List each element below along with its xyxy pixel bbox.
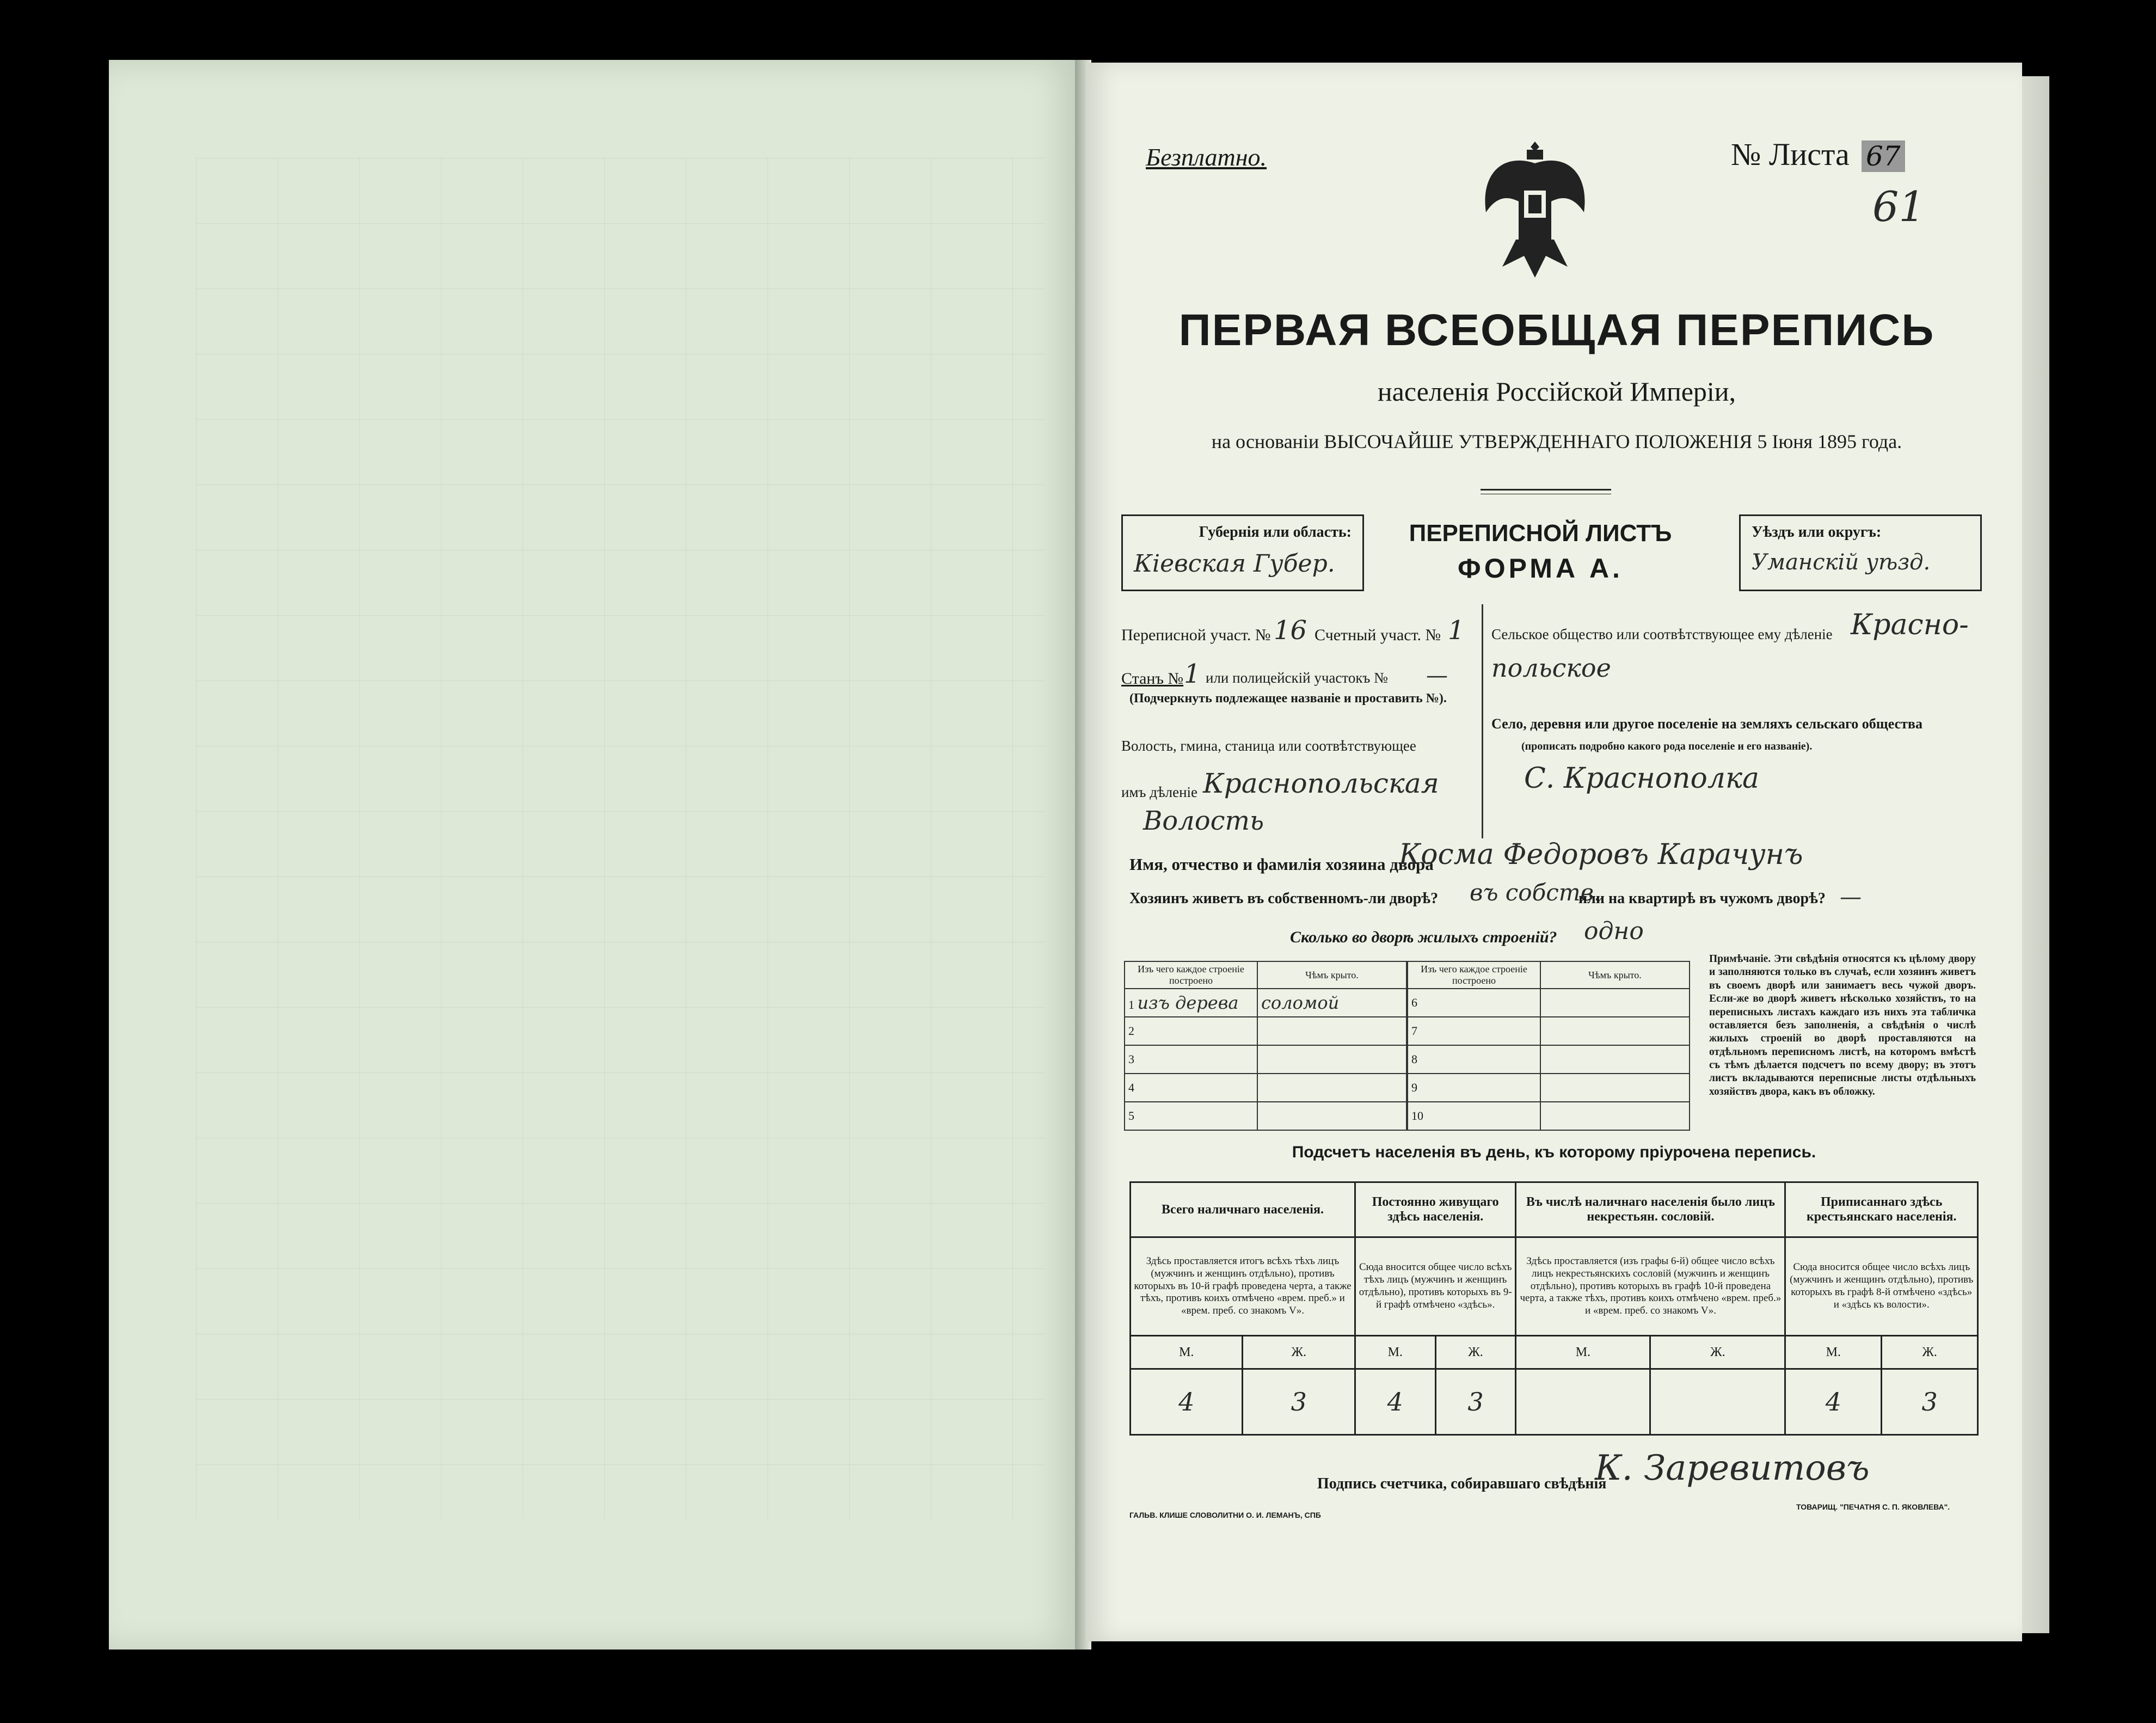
building-material: изъ дерева — [1137, 992, 1239, 1013]
totals-heading: Подсчетъ населенія въ день, къ которому пріурочена перепись. — [1292, 1143, 1816, 1161]
village-note: (прописать подробно какого рода поселеніе и его названіе). — [1521, 740, 1813, 752]
totals-col-head: Приписаннаго здѣсь крестьянскаго населенія. — [1785, 1182, 1978, 1237]
signature-label: Подпись счетчика, собиравшаго свѣдѣнія — [1317, 1475, 1607, 1492]
table-row — [1408, 1017, 1690, 1045]
census-district-label: Переписной участ. № — [1121, 626, 1271, 644]
uezd-box — [1739, 514, 1982, 591]
gubernia-value: Кіевская Губер. — [1134, 550, 1335, 578]
buildings-col-material: Изъ чего каждое строеніе построено — [1408, 961, 1540, 989]
printer-left: ГАЛЬВ. КЛИШЕ СЛОВОЛИТНИ О. И. ЛЕМАНЪ, СПБ — [1129, 1511, 1321, 1519]
volost-label: Волость, гмина, станица или соотвѣтствующее — [1121, 738, 1416, 754]
totals-col-desc: Сюда вносится общее число всѣхъ лицъ (мужчинъ и женщинъ отдѣльно), противъ которыхъ въ графѣ 8-й отмѣчено «здѣсь» и «здѣсь къ волости». — [1785, 1237, 1978, 1336]
rural-society-value-2: польское — [1491, 653, 1611, 683]
table-row — [1125, 1074, 1406, 1102]
buildings-table-right — [1407, 961, 1690, 1131]
row-number: 2 — [1125, 1017, 1257, 1045]
gubernia-box — [1121, 514, 1364, 591]
ornament-divider — [1481, 489, 1611, 494]
row-number: 3 — [1125, 1045, 1257, 1074]
subtitle-population: населенія Россійской Имперіи, — [1377, 376, 1736, 407]
rents-value: — — [1840, 885, 1862, 910]
table-row — [1408, 1102, 1690, 1130]
stan-value: 1 — [1184, 659, 1201, 689]
uezd-value: Уманскій уѣзд. — [1752, 550, 1931, 575]
totals-col-head: Въ числѣ наличнаго населенія было лицъ некрестьян. сословій. — [1516, 1182, 1785, 1237]
buildings-note: Примѣчаніе. Эти свѣдѣнія относятся къ цѣлому двору и заполняются только въ случаѣ, если хозяинъ живетъ въ своемъ дворѣ или занимаетъ весь чужой дворъ. Если-же во дворѣ живетъ нѣсколько хозяйствъ, то на переписныхъ листахъ каждаго изъ нихъ эта табличка оставляется безъ заполненія, а свѣдѣнія о числѣ жилыхъ строеній во дворѣ проставляются на отдѣльномъ переписномъ листѣ, на которомъ вмѣстѣ съ тѣмъ дѣлается подсчетъ по всему двору; въ этотъ листъ вкладываются переписные листы отдѣльныхъ хозяйствъ двора, какъ въ обложку. — [1709, 953, 1976, 1097]
imperial-eagle-emblem — [1470, 131, 1600, 283]
row-number: 1 — [1128, 998, 1134, 1011]
registered-peasant-female: 3 — [1882, 1369, 1978, 1435]
table-row — [1125, 989, 1406, 1017]
non-peasant-male — [1516, 1369, 1650, 1435]
buildings-count-value: одно — [1584, 917, 1644, 945]
buildings-col-material: Изъ чего каждое строеніе построено — [1125, 961, 1257, 989]
row-number: 4 — [1125, 1074, 1257, 1102]
volost-label-2: имъ дѣленіе — [1121, 784, 1198, 800]
owns-yard-label: Хозяинъ живетъ въ собственномъ-ли дворѣ? — [1129, 890, 1439, 907]
buildings-col-roof: Чѣмъ крыто. — [1257, 961, 1406, 989]
field-divider — [1482, 604, 1483, 838]
table-row — [1408, 1045, 1690, 1074]
table-row — [1408, 1074, 1690, 1102]
male-label: М. — [1131, 1336, 1243, 1369]
totals-col-head: Постоянно живущаго здѣсь населенія. — [1355, 1182, 1515, 1237]
sheet-number-label: № Листа — [1731, 137, 1850, 172]
totals-col-desc: Сюда вносится общее число всѣхъ тѣхъ лицъ (мужчинъ и женщинъ отдѣльно), противъ которыхъ въ 9-й графѣ отмѣчено «здѣсь». — [1355, 1237, 1515, 1336]
stan-label: Станъ № — [1121, 670, 1184, 688]
count-district-label: Счетный участ. № — [1315, 626, 1441, 644]
page-title: ПЕРВАЯ ВСЕОБЩАЯ ПЕРЕПИСЬ — [1178, 305, 1935, 355]
left-page-bleed-through-grid — [196, 158, 1045, 1519]
total-present-female: 3 — [1243, 1369, 1355, 1435]
village-label: Село, деревня или другое поселеніе на земляхъ сельскаго общества — [1491, 716, 1922, 732]
row-number: 7 — [1408, 1017, 1540, 1045]
count-district-value: 1 — [1448, 615, 1465, 646]
police-district-label: или полицейскій участокъ № — [1206, 670, 1388, 686]
sheet-number-value: 67 — [1862, 140, 1905, 172]
totals-col-desc: Здѣсь проставляется итогъ всѣхъ тѣхъ лицъ (мужчинъ и женщинъ отдѣльно), противъ которыхъ въ 10-й графѣ проведена черта, а также тѣхъ, противъ коихъ отмѣчено «врем. преб.» и «врем. преб. со знакомъ V». — [1131, 1237, 1355, 1336]
owner-name-label: Имя, отчество и фамилія хозяина двора — [1129, 855, 1434, 874]
male-label: М. — [1355, 1336, 1435, 1369]
owns-yard-value: въ собств. — [1470, 879, 1601, 906]
village-value: С. Краснополка — [1524, 762, 1760, 795]
row-number: 9 — [1408, 1074, 1540, 1102]
permanent-female: 3 — [1435, 1369, 1516, 1435]
rural-society-value: Красно- — [1851, 609, 1969, 641]
uezd-label: Уѣздъ или округъ: — [1752, 524, 1882, 541]
row-number: 6 — [1408, 989, 1540, 1017]
volost-value-2: Волость — [1143, 806, 1264, 836]
non-peasant-female — [1650, 1369, 1785, 1435]
volost-value: Краснопольская — [1203, 768, 1439, 799]
totals-col-head: Всего наличнаго населенія. — [1131, 1182, 1355, 1237]
gubernia-label: Губернія или область: — [1199, 524, 1352, 541]
buildings-count-label: Сколько во дворѣ жилыхъ строеній? — [1290, 928, 1557, 946]
sheet-number-handwritten: 61 — [1872, 182, 1925, 231]
male-label: М. — [1516, 1336, 1650, 1369]
table-row — [1408, 989, 1690, 1017]
registered-peasant-male: 4 — [1785, 1369, 1882, 1435]
underline-note: (Подчеркнуть подлежащее названіе и проставить №). — [1129, 691, 1447, 706]
police-district-value: — — [1426, 663, 1448, 688]
male-label: М. — [1785, 1336, 1882, 1369]
owner-name-value: Косма Федоровъ Карачунъ — [1399, 838, 1803, 871]
population-totals-table — [1129, 1181, 1979, 1436]
subtitle-basis: на основаніи ВЫСОЧАЙШЕ УТВЕРЖДЕННАГО ПОЛОЖЕНІЯ 5 Іюня 1895 года. — [1211, 431, 1902, 452]
female-label: Ж. — [1882, 1336, 1978, 1369]
rents-label: или на квартирѣ въ чужомъ дворѣ? — [1578, 890, 1826, 907]
page-stack-edge — [2022, 76, 2049, 1633]
row-number: 8 — [1408, 1045, 1540, 1074]
form-title: ПЕРЕПИСНОЙ ЛИСТЪ — [1409, 520, 1672, 547]
female-label: Ж. — [1435, 1336, 1516, 1369]
row-number: 5 — [1125, 1102, 1257, 1130]
table-row — [1125, 1017, 1406, 1045]
totals-col-desc: Здѣсь проставляется (изъ графы 6-й) общее число всѣхъ лицъ некрестьянскихъ сословій (мужчинъ и женщинъ отдѣльно), противъ которыхъ въ графѣ 10-й проведена черта, а также тѣхъ, противъ коихъ отмѣчено «врем. преб.» и «врем. преб. со знакомъ V». — [1516, 1237, 1785, 1336]
permanent-male: 4 — [1355, 1369, 1435, 1435]
census-district-value: 16 — [1274, 615, 1307, 646]
form-subtitle: ФОРМА А. — [1458, 553, 1623, 584]
building-roof: соломой — [1257, 989, 1406, 1017]
free-label: Безплатно. — [1146, 143, 1267, 171]
table-row — [1125, 1045, 1406, 1074]
table-row — [1125, 1102, 1406, 1130]
enumerator-signature: К. Заревитовъ — [1595, 1448, 1870, 1488]
total-present-male: 4 — [1131, 1369, 1243, 1435]
row-number: 10 — [1408, 1102, 1540, 1130]
buildings-table-left — [1124, 961, 1407, 1131]
buildings-col-roof: Чѣмъ крыто. — [1540, 961, 1690, 989]
female-label: Ж. — [1650, 1336, 1785, 1369]
printer-right: ТОВАРИЩ. "ПЕЧАТНЯ С. П. ЯКОВЛЕВА". — [1796, 1503, 1950, 1511]
rural-society-label: Сельское общество или соотвѣтствующее ему дѣленіе — [1491, 626, 1833, 642]
female-label: Ж. — [1243, 1336, 1355, 1369]
